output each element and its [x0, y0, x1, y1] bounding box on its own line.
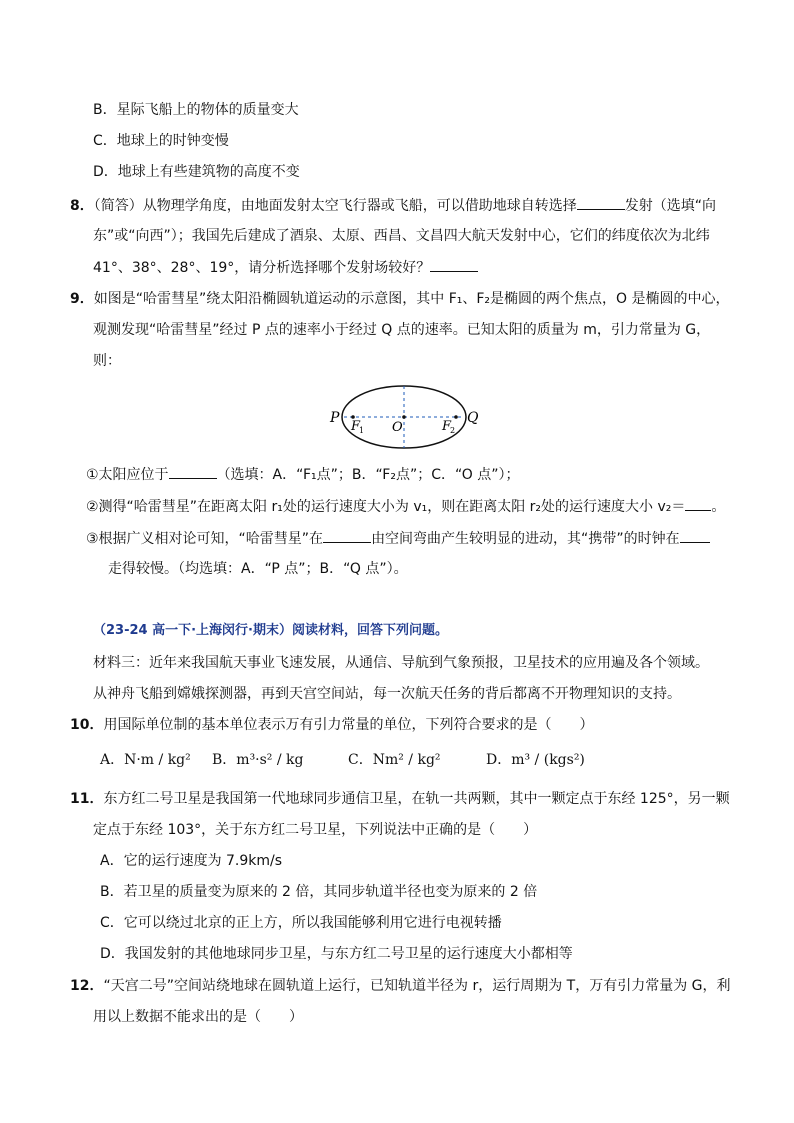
material-line-1: 材料三：近年来我国航天事业飞速发展，从通信、导航到气象预报，卫星技术的应用遍及各个领域。: [93, 655, 709, 671]
q12-line-1: 12．“天宫二号”空间站绕地球在圆轨道上运行，已知轨道半径为 r，运行周期为 T，万有引力常量为 G，利: [70, 978, 731, 994]
q8-line-2: 东”或“向西”）；我国先后建成了酒泉、太原、西昌、文昌四大航天发射中心，它们的纬度依次为北纬: [93, 228, 710, 244]
q8-line-3: 41°、38°、28°、19°，请分析选择哪个发射场较好？: [93, 258, 478, 277]
label-q: Q: [467, 410, 479, 426]
label-f2: F: [442, 419, 452, 434]
q10-option-b: B．m³·s² / kg: [212, 752, 304, 768]
q9-sub-3: ③根据广义相对论可知，“哈雷彗星”在 由空间弯曲产生较明显的进动，其“携带”的时钟在: [86, 529, 710, 548]
q7-option-c: C．地球上的时钟变慢: [93, 133, 229, 149]
q11-option-d: D．我国发射的其他地球同步卫星，与东方红二号卫星的运行速度大小都相等: [100, 946, 573, 962]
q9-line-2: 观测发现“哈雷彗星”经过 P 点的速率小于经过 Q 点的速率。已知太阳的质量为 m，引力常量为 G，: [93, 322, 711, 338]
q7-option-d: D．地球上有些建筑物的高度不变: [93, 164, 300, 180]
q9-sub-3-cont: 走得较慢。（均选填：A．“P 点”；B．“Q 点”）。: [108, 561, 408, 577]
q8-blank-1: [577, 196, 625, 210]
q10-stem: 10．用国际单位制的基本单位表示万有引力常量的单位，下列符合要求的是（ ）: [70, 717, 594, 733]
q10-option-c: C．Nm² / kg²: [348, 752, 441, 768]
q12-number: 12．: [70, 978, 104, 994]
q11-line-1: 11．东方红二号卫星是我国第一代地球同步通信卫星，在轨一共两颗，其中一颗定点于东经 125°，另一颗: [70, 791, 730, 807]
label-o: O: [392, 420, 403, 435]
label-f2-sub: 2: [450, 426, 456, 435]
focus-f2-dot: [454, 415, 458, 419]
q10-number: 10．: [70, 717, 104, 733]
q12-line-2: 用以上数据不能求出的是（ ）: [93, 1009, 303, 1025]
q11-option-c: C．它可以绕过北京的正上方，所以我国能够利用它进行电视转播: [100, 915, 502, 931]
q9-sub-1: ①太阳应位于 （选填：A．“F₁点”；B．“F₂点”；C．“O 点”）；: [86, 467, 520, 483]
q9-blank-4: [680, 529, 710, 543]
q10-option-d: D．m³ / (kgs²): [486, 752, 585, 768]
q9-blank-2: [685, 497, 711, 511]
center-o-dot: [402, 415, 406, 419]
q9-sub-2: ②测得“哈雷彗星”在距离太阳 r₁处的运行速度大小为 v₁，则在距离太阳 r₂处的运行速度大小 v₂＝ 。: [86, 499, 726, 515]
q8-line-1: 8．（简答）从物理学角度，由地面发射太空飞行器或飞船，可以借助地球自转选择 发射（选填“向: [70, 198, 717, 214]
q9-blank-3: [323, 529, 371, 543]
q9-line-1: 9．如图是“哈雷彗星”绕太阳沿椭圆轨道运动的示意图，其中 F₁、F₂是椭圆的两个焦点，O 是椭圆的中心，: [70, 291, 730, 307]
comet-orbit-diagram: [325, 380, 485, 460]
q8-number: 8．: [70, 198, 94, 214]
q8-blank-2: [430, 258, 478, 272]
q7-option-b: B．星际飞船上的物体的质量变大: [93, 102, 299, 118]
label-f1-sub: 1: [359, 426, 365, 435]
source-line: （23-24 高一下·上海闵行·期末）阅读材料，回答下列问题。: [93, 623, 448, 638]
q9-number: 9．: [70, 291, 94, 307]
q10-option-a: A．N·m / kg²: [100, 752, 191, 768]
q11-number: 11．: [70, 791, 104, 807]
q11-option-b: B．若卫星的质量变为原来的 2 倍，其同步轨道半径也变为原来的 2 倍: [100, 884, 538, 900]
label-f1: F: [351, 419, 361, 434]
q11-line-2: 定点于东经 103°，关于东方红二号卫星，下列说法中正确的是（ ）: [93, 822, 538, 838]
material-line-2: 从神舟飞船到嫦娥探测器，再到天宫空间站，每一次航天任务的背后都离不开物理知识的支持。: [93, 686, 681, 702]
q9-blank-1: [169, 465, 217, 479]
label-p: P: [330, 410, 340, 426]
q11-option-a: A．它的运行速度为 7.9km/s: [100, 853, 283, 869]
q9-line-3: 则：: [93, 353, 121, 369]
